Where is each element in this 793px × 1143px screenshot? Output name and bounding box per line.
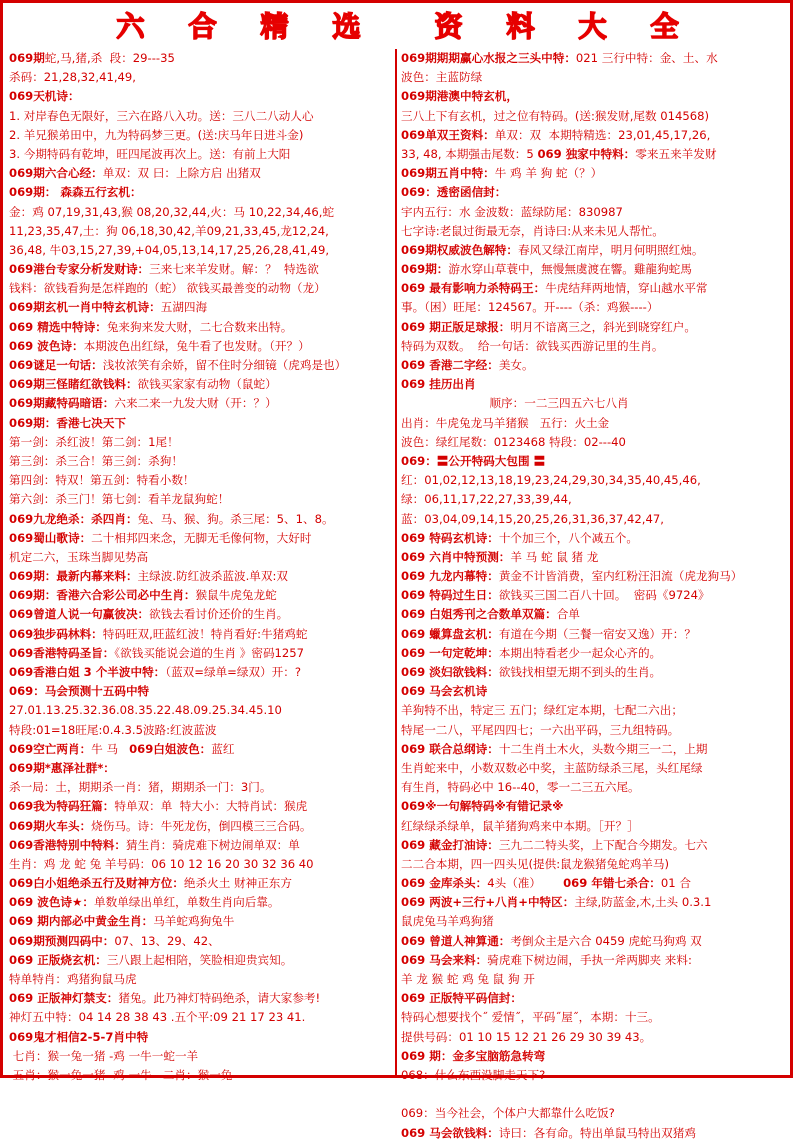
title-char: 全 [650,10,679,43]
text-line [9,145,395,164]
item-heading: 069 蠟算盘玄机： [401,626,499,641]
item-text: 猜生肖：骑虎难下树边闹单双：单 [125,837,300,852]
item-heading: 069蜀山歌诗： [9,530,92,545]
title-char: 选 [332,10,361,43]
item-text: 羊狗特不出，特定三 五门；绿红定本期，七配二六出； [401,703,683,718]
text-line [9,260,395,279]
text-line [401,241,790,260]
item-heading: 069空亡两肖： [9,741,92,756]
item-heading: 069 六肖中特预测： [401,549,511,564]
item-heading: 069期港澳中特玄机， [401,89,518,104]
text-line [9,471,395,490]
text-line [401,759,790,778]
item-heading: 069 联合总纲诗： [401,741,499,756]
text-line [9,836,395,855]
text-line [9,529,395,548]
item-heading: 069期藏特码暗语： [9,396,115,411]
text-line [401,298,790,317]
item-text: 羊 龙 猴 蛇 鸡 兔 鼠 狗 开 [401,972,535,986]
item-text: 特码为双数。 给一句话：欲钱买西游记里的生肖。 [401,338,664,353]
item-text: 美女。 [498,358,534,372]
item-text: 杀码：21,28,32,41,49, [9,70,136,85]
item-heading: 069香港白姐 3 个半波中特： [9,665,166,679]
text-line [9,759,395,778]
text-line [401,586,790,605]
item-text: 波色：绿红尾数：0123468 特段：02---40 [401,434,626,449]
text-line [401,279,790,298]
item-heading: 069期*惠泽社群*： [9,760,115,775]
item-text: 特单特肖：鸡猪狗鼠马虎 [9,972,137,986]
title-char: 合 [188,10,217,43]
item-heading: 069期： [401,262,449,277]
item-text: （蓝双=绿单=绿双）开：? [165,665,302,679]
item-heading: 069期权威波色解特： [401,242,518,257]
text-line [401,529,790,548]
item-heading: 069 期：金多宝脑筋急转弯 [401,1048,546,1063]
text-line [401,490,790,509]
text-line [9,452,395,471]
text-line [9,241,395,260]
item-text: 欲钱买三国二百八十回。 密码《9724》 [498,588,710,603]
item-heading: 069 期内部必中黄金生肖： [9,914,154,929]
item-heading: 069：马会预测十五码中特 [9,684,150,699]
item-text: 牛 鸡 羊 狗 蛇（？） [494,166,603,181]
text-line [401,222,790,241]
item-text: 五湖四海 [160,300,208,315]
item-text: 春风又绿江南岸，明月何明照红烛。 [517,242,704,257]
item-heading: 069独步码林料： [9,626,103,641]
item-text: 明月不谙离三之，斜光到晓穿红户。 [510,319,696,334]
content-columns [9,49,790,1140]
item-text: 猴鼠牛虎兔龙蛇 [195,588,277,603]
item-text: 三八跟上起相陪，笑脸相迎贵宾知。 [106,952,293,967]
item-text: 三八上下有玄机，过之位有特码。(送:猴发财,尾数 014568) [401,108,710,123]
text-line [9,625,395,644]
item-text: 蛇,马,猪,杀 段：29---35 [44,51,175,65]
text-line [401,87,790,106]
item-text: 生肖：鸡 龙 蛇 兔 羊号码：06 10 12 16 20 30 32 36 40 [9,856,314,871]
item-text: 第四剑：特双！第五剑：特看小数！ [9,473,195,488]
text-line [401,932,790,951]
text-line [9,490,395,509]
item-heading: 069 藏金打油诗： [401,837,499,852]
text-line [9,797,395,816]
item-heading: 069港台专家分析发财诗： [9,262,150,277]
text-line [9,682,395,701]
item-text: 七字诗:老鼠过街最无奈，肖诗曰:从来未见人帮忙。 [401,223,664,238]
title-char: 资 [434,10,463,43]
text-line [9,337,395,356]
item-text: 机定二六，玉珠当脚见势高 [9,549,149,564]
item-text: 单双：双 本期特精选：23,01,45,17,26, [494,127,711,142]
item-heading: 069 金库杀头： [401,876,488,891]
text-line [401,414,790,433]
text-line [401,951,790,970]
text-line [401,721,790,740]
item-text: 欲钱找相望无期不到头的生肖。 [498,665,662,679]
item-text: 钱料：欲钱看狗是怎样跑的（蛇） 欲钱买最善变的动物（龙） [9,281,326,296]
text-line [9,740,395,759]
blank-line [401,1085,790,1104]
item-text: 第六剑：杀三门！第七剑：看羊龙鼠狗蛇！ [9,492,230,507]
item-text: 游水穿山草蓑中，無慢無虞渡在響。雞龍狗蛇馬 [448,262,692,277]
item-text: 出肖：牛虎兔龙马羊猪猴 五行：火土金 [401,415,610,430]
item-text: 蓝红 [211,741,235,756]
item-text: 事。（困）旺尾：124567。开----（杀：鸡猴----） [401,300,659,315]
text-line [401,1066,790,1085]
text-line [401,164,790,183]
item-heading: 069 淡妇欲钱料： [401,665,499,679]
item-heading: 069 马会欲钱料： [401,1125,499,1140]
item-heading: 069期玄机一肖中特玄机诗： [9,300,161,315]
item-text: 浅妆浓笑有余娇，留不住时分细镜（虎鸡是也） [102,358,347,372]
text-line [9,855,395,874]
text-line [9,951,395,970]
text-line [9,87,395,106]
item-text: 第一剑：杀红波！第二剑：1尾！ [9,434,179,449]
item-text: 合单 [556,607,580,622]
item-text: 特码心想要找个˝ 爱情˝，平码˝屋˝，本期：十三。 [401,1010,660,1025]
item-heading: 069 曾道人神算通： [401,933,511,948]
item-text: 顺序：一二三四五六七八肖 [401,396,629,411]
item-text: 《欲钱买能说会道的生肖 》密码1257 [114,645,305,660]
item-heading: 069期三怪睹红欲钱料： [9,377,138,392]
text-line [401,855,790,874]
text-line [9,567,395,586]
item-text: 特单双：单 特大小：大特肖试：猴虎 [114,799,308,814]
text-line [9,107,395,126]
text-line [401,817,790,836]
item-text: 五肖：猴一兔一猪 -鸡 一牛 二肖：猴一兔 [9,1067,233,1082]
item-text: 单数单绿出单红，单数生肖向后靠。 [94,895,280,910]
title-char: 大 [578,10,607,43]
item-heading: 069※一句解特码※有错记录※ [401,799,564,814]
page-title [9,7,786,47]
text-line [401,356,790,375]
text-line [9,68,395,87]
item-text: 牛 马 [91,741,130,756]
text-line [401,68,790,87]
item-text: 二十相邦四来念，无脚无毛像何物，大好时 [91,530,312,545]
item-text: 特码旺双,旺蓝红波！特肖看好:牛猪鸡蛇 [102,626,308,641]
item-text: 有生肖，特码必中 16--40，零一二三五六尾。 [401,780,640,795]
item-text: 猪兔。此乃神灯特码绝杀，请大家参考! [118,991,321,1006]
item-text: 七肖：猴一兔一猪 -鸡 一牛一蛇一羊 [9,1048,199,1063]
item-text: 骑虎难下树边闹，手执一斧两脚夹 来料: [487,952,692,967]
item-text: 绿：06,11,17,22,27,33,39,44, [401,492,572,507]
item-heading: 069期： 森森五行玄机： [9,185,142,200]
item-heading: 069白姐波色： [129,741,212,756]
item-heading: 069期火车头： [9,818,92,833]
item-heading: 069 正版特平码信封： [401,991,522,1006]
item-heading: 069 最有影响力杀特码王： [401,281,546,296]
item-heading: 069期期期赢心水报之三头中特： [401,51,576,65]
item-text: 六来二来一九发大财（开：？） [114,396,277,411]
item-text: 鼠虎兔马羊鸡狗猪 [401,914,494,929]
text-line [9,279,395,298]
item-heading: 069 年错七杀合： [563,876,661,891]
text-line [401,701,790,720]
text-line [9,183,395,202]
item-text: 27.01.13.25.32.36.08.35.22.48.09.25.34.45.10 [9,703,282,718]
item-text: 单双：双 曰：上除方启 出猪双 [102,166,261,181]
item-text: 特段:01=18旺尾:0.4.3.5波路:红波蓝波 [9,722,217,737]
item-text: 01 合 [660,876,691,891]
item-heading: 069期 [9,51,45,65]
item-heading: 069 波色诗★： [9,895,95,910]
item-heading: 069 精选中特诗： [9,319,107,334]
item-heading: 069 香港二字经： [401,358,499,372]
item-heading: 069期：香港七决天下 [9,415,126,430]
item-text: 牛虎结拜两地情，穿山越水平常 [545,281,708,296]
item-heading: 069天机诗： [9,89,80,104]
item-heading: 069期五肖中特： [401,166,495,181]
text-line [9,394,395,413]
text-line [9,49,395,68]
item-heading: 069 特码玄机诗： [401,530,499,545]
text-line [9,605,395,624]
item-heading: 069香港特别中特料： [9,837,126,852]
item-text: 三来七来羊发财。解：？ 特选欲 [149,262,319,277]
title-char: 料 [506,10,535,43]
item-heading: 069鬼才相信2-5-7肖中特 [9,1029,149,1044]
text-line [9,375,395,394]
item-heading: 069 波色诗： [9,338,84,353]
item-text: 36,48, 牛03,15,27,39,+04,05,13,14,17,25,26,28,41,49, [9,242,329,257]
text-line [9,778,395,797]
item-heading: 069期六合心经： [9,166,103,181]
item-text: 4头（准） [487,876,564,891]
text-line [9,817,395,836]
item-text: 有道在今期（三餐一宿安又逸）开：？ [498,626,696,641]
text-line [401,183,790,202]
left-column [9,49,397,1082]
text-line [9,510,395,529]
item-heading: 069 正版烧玄机： [9,952,107,967]
text-line [401,682,790,701]
item-text: 三九二二特头奖，上下配合今期发。七六 [498,837,708,852]
text-line [9,721,395,740]
text-line [401,893,790,912]
text-line [401,567,790,586]
item-text: 考倒众主是六合 0459 虎蛇马狗鸡 双 [510,933,702,948]
text-line [9,298,395,317]
item-text: 零来五来羊发财 [635,146,717,161]
text-line [401,625,790,644]
text-line [401,778,790,797]
item-heading: 069九龙绝杀：杀四肖： [9,511,138,526]
text-line [401,1104,790,1123]
item-text: 绝杀火土 财神正东方 [183,876,292,891]
item-text: 特尾一二八，平尾四四七；一六出平码，三九组特码。 [401,722,680,737]
text-line [9,1008,395,1027]
item-text: 十个加三个，八个减五个。 [498,530,638,545]
text-line [9,126,395,145]
item-heading: 069 一句定乾坤： [401,645,499,660]
item-text: 11,23,35,47,土：狗 06,18,30,42,羊09,21,33,45,龙12,24, [9,223,329,238]
text-line [9,1047,395,1066]
item-text: 本期波色出红绿，兔牛看了也发财。（开？） [83,338,310,353]
item-heading: 069单双王资料： [401,127,495,142]
text-line [401,337,790,356]
text-line [401,145,790,164]
item-text: 欲钱去看讨价还价的生肖。 [149,607,289,622]
item-heading: 069：透密函信封： [401,185,507,200]
item-heading: 069期预测四码中： [9,933,115,948]
text-line [401,989,790,1008]
text-line [401,797,790,816]
item-heading: 069 正版神灯禁支： [9,991,119,1006]
item-heading: 069 马会来料： [401,952,488,967]
text-line [9,1028,395,1047]
text-line [401,663,790,682]
text-line [401,203,790,222]
item-text: 068：什么东西没脚走天下? [401,1067,546,1082]
text-line [9,318,395,337]
item-text: 神灯五中特：04 14 28 38 43 .五个平:09 21 17 23 41. [9,1010,306,1025]
item-text: 069：当今社会，个体户大都靠什么吃饭? [401,1106,615,1121]
item-text: 二二合本期，四一四头见(提供:鼠龙猴猪兔蛇鸡羊马) [401,856,670,871]
item-text: 第三剑：杀三合！第三剑：杀狗！ [9,453,183,468]
item-text: 本期出特看老少一起众心齐的。 [498,645,662,660]
text-line [9,548,395,567]
item-heading: 069 特码过生日： [401,588,499,603]
text-line [9,356,395,375]
item-text: 提供号码：01 10 15 12 21 26 29 30 39 43。 [401,1029,652,1044]
item-text: 3. 今期特码有乾坤，旺四尾波再次上。送：有前上大阳 [9,146,291,161]
text-line [401,107,790,126]
item-heading: 069白小姐绝杀五行及财神方位： [9,876,184,891]
text-line [9,586,395,605]
item-text: 羊 马 蛇 鼠 猪 龙 [510,549,599,564]
item-text: 金：鸡 07,19,31,43,猴 08,20,32,44,火：马 10,22,34,46,蛇 [9,204,335,219]
text-line [9,989,395,1008]
text-line [401,49,790,68]
text-line [9,414,395,433]
text-line [401,510,790,529]
item-heading: 069 九龙内幕特： [401,569,499,584]
item-heading: 069：〓公开特码大包围 〓 [401,453,546,468]
item-text: 杀一局：土，期期杀一肖：猪，期期杀一门：3门。 [9,780,272,795]
text-line [401,874,790,893]
text-line [9,1066,395,1085]
item-text: 2. 羊兄猴弟田中，九为特码梦三更。(送:庆马年日进斗金) [9,127,304,142]
text-line [401,740,790,759]
item-text: 马羊蛇鸡狗兔牛 [153,914,235,929]
text-line [401,970,790,989]
item-text: 波色：主蓝防绿 [401,70,483,85]
item-text: 主绿,防蓝金,木,土头 0.3.1 [574,895,712,910]
item-text: 红：01,02,12,13,18,19,23,24,29,30,34,35,40,45,46, [401,473,701,488]
item-text: 33, 48, 本期强击尾数：5 [401,146,538,161]
item-text: 07、13、29、42、 [114,933,220,948]
text-line [401,548,790,567]
text-line [9,893,395,912]
text-line [401,1008,790,1027]
text-line [9,663,395,682]
text-line [401,433,790,452]
text-line [401,1124,790,1143]
text-line [401,836,790,855]
text-line [401,1028,790,1047]
text-line [9,874,395,893]
text-line [9,701,395,720]
item-text: 兔、马、猴、狗。杀三尾：5、1、8。 [137,511,334,526]
text-line [401,394,790,413]
text-line [401,452,790,471]
item-heading: 069 期正版足球报： [401,319,511,334]
item-text: 十二生肖土木火，头数今期三一二，上期 [498,741,708,756]
item-text: 黄金不计皆消费，室内红粉汪汨流（虎龙狗马） [498,569,743,584]
text-line [9,932,395,951]
item-text: 宇内五行：水 金波数：蓝绿防尾：830987 [401,204,623,219]
text-line [401,1047,790,1066]
item-heading: 069 挂历出肖 [401,377,476,392]
text-line [401,912,790,931]
text-line [401,318,790,337]
item-text: 兔来狗来发大财，二七合数来出特。 [106,319,293,334]
item-text: 烧伤马。诗：牛死龙伤，倒四模三三合码。 [91,818,312,833]
item-heading: 069期：香港六合彩公司必中生肖： [9,588,196,603]
item-text: 欲钱买家家有动物（鼠蛇） [137,377,277,392]
text-line [401,126,790,145]
item-heading: 069 马会玄机诗 [401,684,488,699]
text-line [9,433,395,452]
text-line [401,260,790,279]
item-heading: 069香港特码圣旨： [9,645,115,660]
item-text: 红绿绿杀绿单，鼠羊猪狗鸡来中本期。［开？］ [401,818,639,833]
item-text: 021 三行中特：金、土、水 [575,51,718,65]
right-column [401,49,790,1140]
item-text: 1. 对岸春色无限好，三六在路八入功。送：三八二八动人心 [9,108,314,123]
text-line [401,471,790,490]
text-line [9,912,395,931]
item-heading: 069期：最新内幕来料： [9,569,138,584]
text-line [401,644,790,663]
item-heading: 069 独家中特料： [537,146,636,161]
text-line [9,644,395,663]
text-line [9,970,395,989]
text-line [401,605,790,624]
text-line [9,164,395,183]
item-text: 蓝：03,04,09,14,15,20,25,26,31,36,37,42,47, [401,511,664,526]
item-heading: 069 白姐秀刊之合数单双篇： [401,607,557,622]
item-heading: 069我为特码狂篇： [9,799,115,814]
text-line [401,375,790,394]
item-text: 主绿波.防红波杀蓝波.单双:双 [137,569,288,584]
item-text: 生肖蛇来中，小数双数必中奖，主蓝防绿杀三尾，头红尾绿 [401,760,703,775]
item-heading: 069 两波+三行+八肖+中特区： [401,895,575,910]
title-char: 精 [260,10,289,43]
item-heading: 069谜足一句话： [9,358,103,372]
title-char: 六 [116,10,145,43]
item-text: 诗曰：各有命。特出单鼠马特出双猪鸡 [498,1125,696,1140]
item-heading: 069曾道人说一句赢彼决： [9,607,150,622]
text-line [9,222,395,241]
text-line [9,203,395,222]
